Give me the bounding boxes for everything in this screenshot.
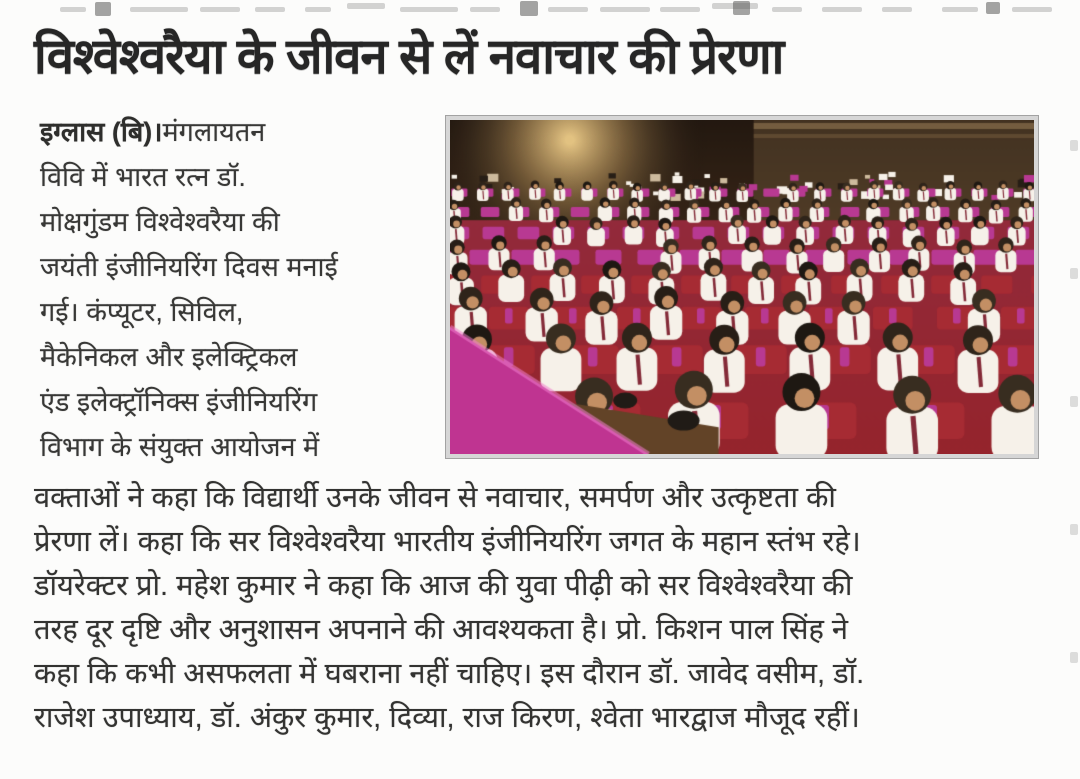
article-left-column: [40, 110, 442, 470]
headline-text: विश्वेश्वरैया के जीवन से लें नवाचार की प्रेरणा: [34, 30, 784, 84]
column-line: [40, 110, 442, 155]
dateline-rest: मंगलायतन: [162, 117, 266, 147]
column-line: विभाग के संयुक्त आयोजन में: [40, 432, 320, 462]
body-line: वक्ताओं ने कहा कि विद्यार्थी उनके जीवन से नवाचार, समर्पण और उत्कृष्टता की: [34, 482, 836, 514]
event-photo: [446, 116, 1038, 458]
article-body: [34, 476, 1048, 740]
body-line: तरह दूर दृष्टि और अनुशासन अपनाने की आवश्यकता है। प्रो. किशन पाल सिंह ने: [34, 614, 848, 646]
body-line: राजेश उपाध्याय, डॉ. अंकुर कुमार, दिव्या, राज किरण, श्वेता भारद्वाज मौजूद रहीं।: [34, 702, 860, 734]
body-line: डॉयरेक्टर प्रो. महेश कुमार ने कहा कि आज की युवा पीढ़ी को सर विश्वेश्वरैया की: [34, 570, 853, 602]
cropped-text-fragments: [0, 0, 1080, 24]
body-line: कहा कि कभी असफलता में घबराना नहीं चाहिए। इस दौरान डॉ. जावेद वसीम, डॉ.: [34, 658, 865, 690]
column-line: जयंती इंजीनियरिंग दिवस मनाई: [40, 252, 338, 282]
column-line: विवि में भारत रत्न डॉ.: [40, 162, 246, 192]
dateline: इग्लास (बि)।: [40, 117, 163, 147]
column-line: मैकेनिकल और इलेक्ट्रिकल: [40, 342, 298, 372]
column-line: एंड इलेक्ट्रॉनिक्स इंजीनियरिंग: [40, 387, 318, 417]
auditorium-photo: [450, 120, 1034, 454]
column-line: गई। कंप्यूटर, सिविल,: [40, 297, 244, 327]
headline: [34, 22, 1048, 88]
column-line: मोक्षगुंडम विश्वेश्वरैया की: [40, 207, 280, 237]
body-line: प्रेरणा लें। कहा कि सर विश्वेश्वरैया भारतीय इंजीनियरिंग जगत के महान स्तंभ रहे।: [34, 526, 861, 558]
